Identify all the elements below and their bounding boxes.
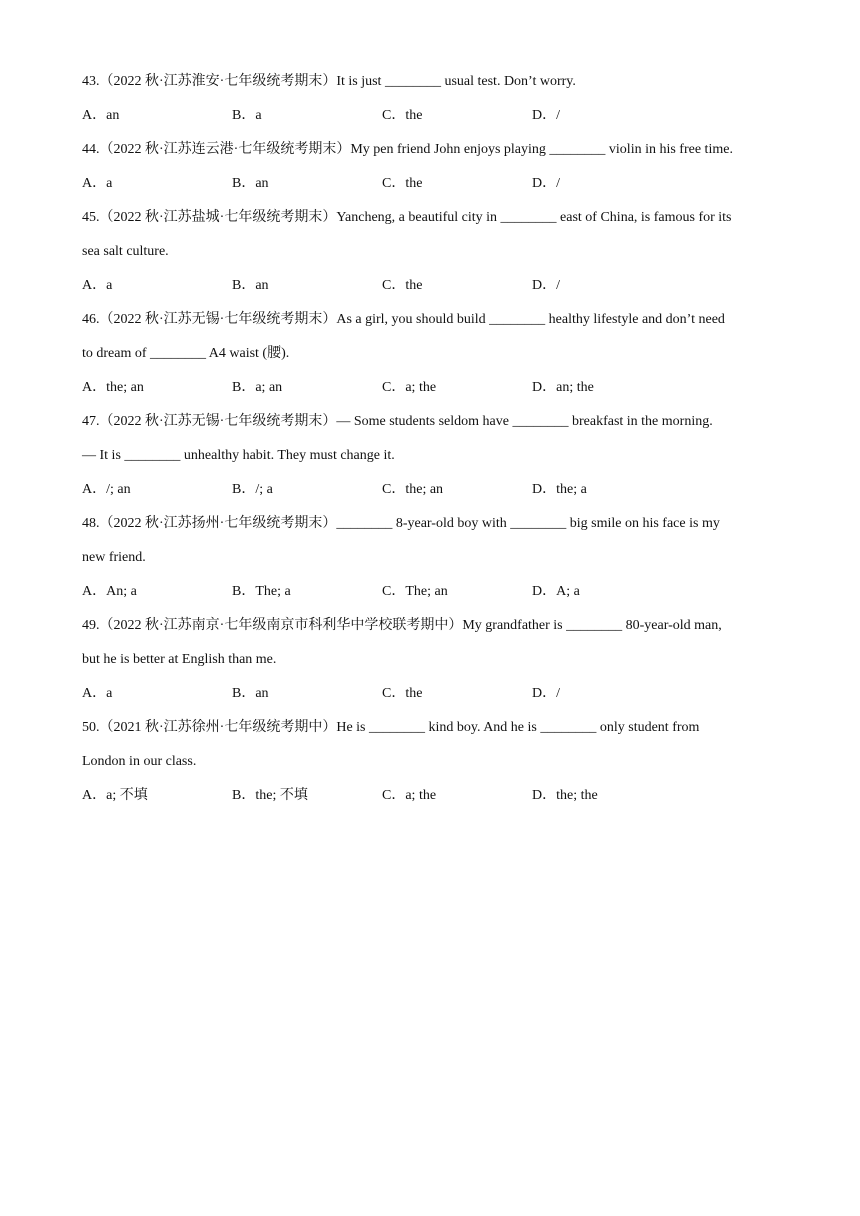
answer-option-b: B．a <box>232 108 262 123</box>
question-stem-line <box>82 69 782 103</box>
question-source: （2022 秋·江苏连云港·七年级统考期末） <box>99 142 351 157</box>
question-source: （2022 秋·江苏淮安·七年级统考期末） <box>99 74 337 89</box>
question-text: Yancheng, a beautiful city in ________ east of China, is famous for its <box>336 210 732 225</box>
question-text: As a girl, you should build ________ healthy lifestyle and don’t need <box>336 312 725 327</box>
answer-option-c: C．a; the <box>382 788 437 803</box>
question-number: 49. <box>82 618 100 633</box>
question-stem-continuation <box>82 239 782 273</box>
answer-option-d: D．/ <box>532 278 560 293</box>
answer-option-c: C．the <box>382 108 423 123</box>
answer-options <box>82 171 782 205</box>
answer-options <box>82 681 782 715</box>
answer-option-d: D．an; the <box>532 380 594 395</box>
question-source: （2022 秋·江苏无锡·七年级统考期末） <box>99 312 337 327</box>
answer-options <box>82 477 782 511</box>
question-item <box>82 409 782 511</box>
answer-option-a: A．a <box>82 176 113 191</box>
question-text: My grandfather is ________ 80-year-old man, <box>462 618 722 633</box>
answer-option-a: A．an <box>82 108 120 123</box>
answer-options <box>82 783 782 817</box>
question-text: new friend. <box>82 550 146 565</box>
answer-option-b: B．an <box>232 176 269 191</box>
question-stem-line <box>82 137 782 171</box>
answer-options <box>82 273 782 307</box>
question-text: It is just ________ usual test. Don’t worry. <box>336 74 576 89</box>
question-stem-line <box>82 511 782 545</box>
answer-option-c: C．the; an <box>382 482 444 497</box>
answer-option-c: C．the <box>382 278 423 293</box>
answer-option-c: C．a; the <box>382 380 437 395</box>
question-stem-line <box>82 205 782 239</box>
answer-option-d: D．/ <box>532 686 560 701</box>
answer-option-c: C．the <box>382 686 423 701</box>
answer-options <box>82 103 782 137</box>
question-item <box>82 69 782 137</box>
question-list <box>82 69 782 817</box>
answer-option-b: B．an <box>232 278 269 293</box>
question-text: but he is better at English than me. <box>82 652 277 667</box>
question-source: （2022 秋·江苏南京·七年级南京市科利华中学校联考期中） <box>99 618 463 633</box>
answer-option-b: B．the; 不填 <box>232 788 308 803</box>
question-item <box>82 613 782 715</box>
answer-options <box>82 375 782 409</box>
question-stem-continuation <box>82 545 782 579</box>
question-stem-line <box>82 715 782 749</box>
question-number: 44. <box>82 142 100 157</box>
question-text: — Some students seldom have ________ breakfast in the morning. <box>336 414 713 429</box>
question-text: He is ________ kind boy. And he is ________ only student from <box>336 720 700 735</box>
question-number: 50. <box>82 720 100 735</box>
question-stem-continuation <box>82 341 782 375</box>
answer-option-d: D．/ <box>532 176 560 191</box>
question-text: My pen friend John enjoys playing ________ violin in his free time. <box>350 142 733 157</box>
answer-option-c: C．the <box>382 176 423 191</box>
question-number: 45. <box>82 210 100 225</box>
answer-option-b: B．a; an <box>232 380 283 395</box>
answer-option-a: A．a <box>82 686 113 701</box>
answer-options <box>82 579 782 613</box>
question-number: 47. <box>82 414 100 429</box>
answer-option-a: A．a; 不填 <box>82 788 148 803</box>
question-text: ________ 8-year-old boy with ________ big smile on his face is my <box>336 516 720 531</box>
answer-option-a: A．An; a <box>82 584 137 599</box>
question-text: London in our class. <box>82 754 197 769</box>
question-number: 43. <box>82 74 100 89</box>
question-number: 46. <box>82 312 100 327</box>
question-stem-line <box>82 409 782 443</box>
answer-option-d: D．A; a <box>532 584 580 599</box>
question-stem-line <box>82 613 782 647</box>
answer-option-b: B．The; a <box>232 584 291 599</box>
answer-option-b: B．/; a <box>232 482 273 497</box>
question-source: （2022 秋·江苏盐城·七年级统考期末） <box>99 210 337 225</box>
question-source: （2022 秋·江苏无锡·七年级统考期末） <box>99 414 337 429</box>
question-source: （2021 秋·江苏徐州·七年级统考期中） <box>99 720 337 735</box>
question-item <box>82 137 782 205</box>
question-text: to dream of ________ A4 waist (腰). <box>82 346 290 361</box>
answer-option-d: D．the; a <box>532 482 587 497</box>
question-number: 48. <box>82 516 100 531</box>
answer-option-d: D．/ <box>532 108 560 123</box>
question-item <box>82 205 782 307</box>
answer-option-d: D．the; the <box>532 788 598 803</box>
answer-option-a: A．/; an <box>82 482 131 497</box>
question-text: sea salt culture. <box>82 244 169 259</box>
question-stem-continuation <box>82 647 782 681</box>
question-text: — It is ________ unhealthy habit. They must change it. <box>82 448 395 463</box>
answer-option-b: B．an <box>232 686 269 701</box>
answer-option-c: C．The; an <box>382 584 448 599</box>
answer-option-a: A．the; an <box>82 380 144 395</box>
question-stem-continuation <box>82 443 782 477</box>
question-source: （2022 秋·江苏扬州·七年级统考期末） <box>99 516 337 531</box>
question-item <box>82 307 782 409</box>
question-stem-line <box>82 307 782 341</box>
question-item <box>82 511 782 613</box>
question-stem-continuation <box>82 749 782 783</box>
question-item <box>82 715 782 817</box>
answer-option-a: A．a <box>82 278 113 293</box>
